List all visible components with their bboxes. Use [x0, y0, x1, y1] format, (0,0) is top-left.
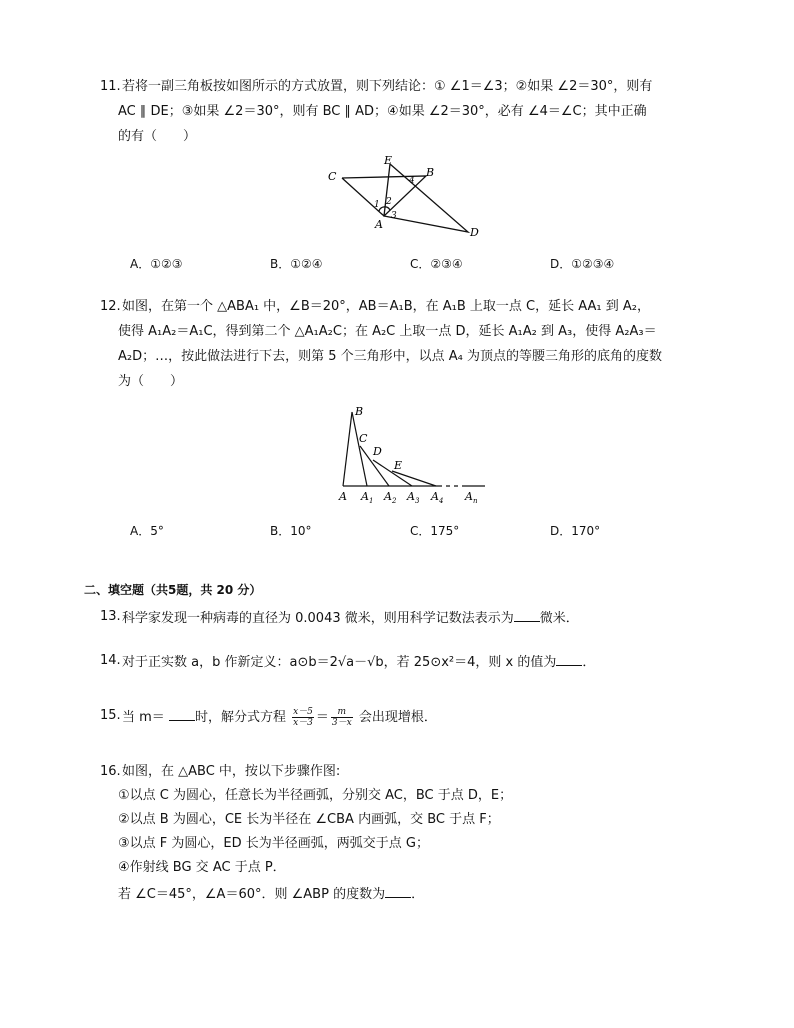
- q12-segment-BA1: [352, 412, 367, 486]
- q14-text: [122, 652, 595, 672]
- q11-label-E: E: [384, 154, 393, 167]
- q11-option-b: B．①②④: [270, 257, 323, 271]
- q11-label-D: D: [470, 226, 479, 239]
- q16-line-1: 如图，在 △ABC 中，按以下步骤作图:: [122, 764, 341, 779]
- q16-number: 16.: [100, 764, 121, 779]
- q12-label-A3: A: [407, 490, 415, 503]
- q14-text-after: ．: [582, 655, 596, 670]
- q16-last-after: ．: [411, 887, 425, 902]
- q12-line-3: A₂D；…，按此做法进行下去，则第 5 个三角形中，以点 A₄ 为顶点的等腰三角形的底角的度数: [118, 349, 663, 364]
- q11-label-3: 3: [391, 211, 397, 221]
- q12-sub-2: 2: [392, 497, 397, 505]
- q12-option-b: B．10°: [270, 524, 312, 538]
- q12-line-4: 为（ ）: [118, 374, 184, 389]
- q16-last-before: 若 ∠C＝45°，∠A＝60°．则 ∠ABP 的度数为: [118, 887, 386, 902]
- q15-answer-blank[interactable]: [169, 707, 195, 721]
- q14-text-body: 对于正实数 a，b 作新定义：a⊙b＝2√a－√b，若 25⊙x²＝4，则 x 的值为: [122, 655, 557, 670]
- q12-label-A4: A: [431, 490, 439, 503]
- q15-fraction-1: [292, 707, 314, 728]
- q15-text-after: 会出现增根．: [358, 710, 437, 725]
- q12-dash-gap-3: [458, 484, 462, 488]
- q12-label-E: E: [394, 459, 403, 472]
- q11-option-d: D．①②③④: [550, 257, 615, 271]
- q13-text-before: 科学家发现一种病毒的直径为 0.0043 微米，则用科学记数法表示为: [122, 611, 514, 626]
- q12-number: 12.: [100, 299, 121, 314]
- q12-label-A2: A: [384, 490, 392, 503]
- q12-sub-4: 4: [439, 497, 444, 505]
- q11-label-4: 4: [409, 176, 415, 186]
- q16-step-4: ④作射线 BG 交 AC 于点 P．: [118, 860, 286, 875]
- q11-line-1: 若将一副三角板按如图所示的方式放置，则下列结论：① ∠1＝∠3；②如果 ∠2＝30°，则有: [122, 79, 653, 94]
- q16-step-3: ③以点 F 为圆心，ED 长为半径画弧，两弧交于点 G；: [118, 836, 429, 851]
- q16-answer-blank[interactable]: [385, 884, 411, 898]
- q15-fraction-1-denominator: x－3: [293, 718, 313, 728]
- q12-label-D: D: [373, 445, 382, 458]
- q13-text-after: 微米．: [539, 611, 579, 626]
- q12-segment-AB: [343, 412, 352, 486]
- q15-number: 15.: [100, 708, 121, 723]
- q12-option-d: D．170°: [550, 524, 601, 538]
- q12-label-C: C: [359, 432, 368, 445]
- q11-number: 11.: [100, 79, 121, 94]
- q11-figure: [320, 152, 490, 244]
- q14-number: 14.: [100, 653, 121, 668]
- q16-step-2: ②以点 B 为圆心，CE 长为半径在 ∠CBA 内画弧，交 BC 于点 F；: [118, 812, 500, 827]
- q15-equals: ＝: [315, 710, 329, 725]
- q12-label-A: A: [339, 490, 347, 503]
- q11-label-2: 2: [386, 197, 392, 207]
- q12-option-a: A．5°: [130, 524, 164, 538]
- q12-sub-n: n: [473, 497, 478, 505]
- q13-answer-blank[interactable]: [514, 608, 540, 622]
- q14-answer-blank[interactable]: [556, 652, 582, 666]
- q11-label-B: B: [426, 166, 435, 179]
- q13-text: [122, 608, 579, 628]
- q11-line-2: AC ∥ DE；③如果 ∠2＝30°，则有 BC ∥ AD；④如果 ∠2＝30°，必有 ∠4＝∠C；其中正确: [118, 104, 647, 119]
- q12-dash-gap-2: [450, 484, 454, 488]
- q15-fraction-1-numerator: x－5: [293, 707, 313, 717]
- q15-text-middle: 时，解分式方程: [194, 710, 286, 725]
- q11-label-C: C: [328, 170, 337, 183]
- q12-option-c: C．175°: [410, 524, 460, 538]
- q12-label-A1: A: [361, 490, 369, 503]
- q15-text: [122, 707, 437, 728]
- q12-label-B: B: [355, 405, 364, 418]
- q12-label-An: A: [465, 490, 473, 503]
- section-heading: 二、填空题（共5题，共 20 分）: [84, 583, 262, 597]
- q16-last-line: [118, 884, 424, 904]
- q15-fraction-2-denominator: 3－x: [331, 718, 352, 728]
- q13-number: 13.: [100, 609, 121, 624]
- q12-sub-1: 1: [369, 497, 374, 505]
- q11-option-a: A．①②③: [130, 257, 183, 271]
- q12-line-1: 如图，在第一个 △ABA₁ 中，∠B＝20°，AB＝A₁B，在 A₁B 上取一点 C，延长 AA₁ 到 A₂，: [122, 299, 650, 314]
- q15-fraction-2-numerator: m: [331, 707, 353, 718]
- q11-label-A: A: [375, 218, 383, 231]
- q11-option-c: C．②③④: [410, 257, 463, 271]
- q15-text-before: 当 m＝: [122, 710, 165, 725]
- q15-fraction-2: [331, 707, 353, 728]
- q11-line-3: 的有（ ）: [118, 129, 197, 144]
- q12-sub-3: 3: [415, 497, 420, 505]
- q12-line-2: 使得 A₁A₂＝A₁C，得到第二个 △A₁A₂C；在 A₂C 上取一点 D，延长 A₁A₂ 到 A₃，使得 A₂A₃＝: [118, 324, 657, 339]
- q12-dash-gap-1: [442, 484, 446, 488]
- q11-label-1: 1: [374, 200, 380, 210]
- q12-segment-EA4: [392, 471, 436, 486]
- q16-step-1: ①以点 C 为圆心，任意长为半径画弧，分别交 AC，BC 于点 D，E；: [118, 788, 513, 803]
- q12-figure: [330, 402, 490, 506]
